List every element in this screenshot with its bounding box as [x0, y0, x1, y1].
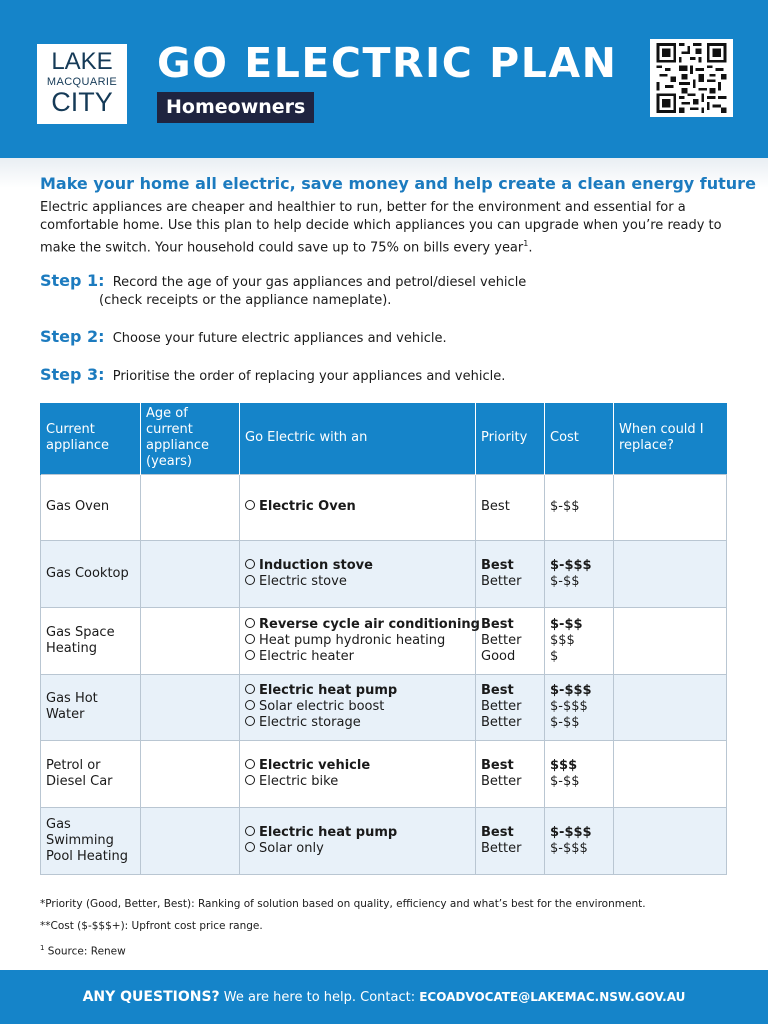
footer-banner — [0, 970, 768, 1024]
cell-electric-options — [240, 741, 476, 808]
cost-value: $-$$$ — [550, 840, 588, 856]
source-note — [40, 937, 646, 963]
option-radio[interactable]: Electric Oven — [245, 499, 470, 515]
priority-value: Better — [481, 632, 522, 648]
cell-when-replace-input[interactable] — [614, 741, 727, 808]
cost-value: $-$$$ — [550, 824, 592, 840]
option-radio[interactable]: Electric stove — [245, 574, 470, 590]
step-1 — [40, 272, 526, 310]
option-radio[interactable]: Reverse cycle air conditioning — [245, 617, 470, 633]
cost-note: **Cost ($-$$$+): Upfront cost price range. — [40, 920, 263, 932]
cell-current-appliance: Gas Swimming Pool Heating — [41, 807, 141, 874]
intro-paragraph — [40, 199, 730, 257]
cell-when-replace-input[interactable] — [614, 541, 727, 608]
cell-priority — [476, 741, 545, 808]
cost-value: $-$$ — [550, 774, 580, 790]
table-row — [41, 741, 727, 808]
cell-when-replace-input[interactable] — [614, 474, 727, 541]
step-2 — [40, 328, 447, 348]
source-text: Source: Renew — [44, 945, 126, 958]
option-radio[interactable]: Solar electric boost — [245, 699, 470, 715]
table-row — [41, 474, 727, 541]
cost-value: $-$$$ — [550, 683, 592, 699]
cost-value: $$$ — [550, 632, 575, 648]
option-radio[interactable]: Heat pump hydronic heating — [245, 633, 470, 649]
cell-cost — [545, 741, 614, 808]
table-row — [41, 807, 727, 874]
step-label: Step 3: — [40, 365, 105, 384]
option-radio[interactable]: Electric heater — [245, 649, 470, 665]
column-header-current-appliance: Current appliance — [41, 403, 141, 474]
audience-badge: Homeowners — [157, 92, 314, 123]
cell-cost — [545, 807, 614, 874]
intro-body: Electric appliances are cheaper and healthier to run, better for the environment and essential for a comfortable home. Use this plan to help decide which appliances you can upgrade when you’re ready to make the switch. Your household could save up to 75% on bills every year — [40, 200, 722, 256]
step-text: Record the age of your gas appliances and petrol/diesel vehicle — [112, 275, 527, 290]
step-label: Step 2: — [40, 327, 105, 346]
step-text: Prioritise the order of replacing your appliances and vehicle. — [112, 369, 506, 384]
priority-value: Best — [481, 758, 514, 774]
priority-value: Better — [481, 699, 522, 715]
footnote-mark: 1 — [523, 239, 529, 248]
step-3 — [40, 366, 505, 386]
cell-electric-options — [240, 607, 480, 674]
logo-line-2: MACQUARIE — [46, 76, 118, 88]
cost-value: $-$$ — [550, 715, 580, 731]
cell-cost — [545, 674, 614, 741]
option-radio[interactable]: Electric storage — [245, 715, 470, 731]
cell-current-appliance: Gas Oven — [41, 474, 141, 541]
table-row — [41, 541, 727, 608]
cell-cost — [545, 607, 614, 674]
cell-cost — [545, 474, 614, 541]
priority-value: Best — [481, 683, 514, 699]
cell-age-input[interactable] — [141, 541, 240, 608]
priority-value: Best — [481, 558, 514, 574]
cell-age-input[interactable] — [141, 474, 240, 541]
cost-value: $ — [550, 648, 559, 664]
footnotes — [40, 893, 646, 963]
step-text: Choose your future electric appliances and vehicle. — [112, 331, 447, 346]
footer-question: ANY QUESTIONS? — [82, 989, 220, 1005]
lake-macquarie-city-logo — [37, 44, 127, 124]
column-header-age: Age of current appliance (years) — [141, 403, 240, 474]
qr-code-graphic — [655, 43, 728, 113]
cell-current-appliance: Gas Cooktop — [41, 541, 141, 608]
source-mark: 1 — [40, 944, 45, 952]
intro-headline: Make your home all electric, save money and help create a clean energy future — [40, 174, 756, 193]
cell-priority — [476, 674, 545, 741]
go-electric-plan-table — [40, 403, 727, 875]
cell-age-input[interactable] — [141, 674, 240, 741]
priority-value: Best — [481, 499, 510, 515]
option-radio[interactable]: Induction stove — [245, 558, 470, 574]
cell-age-input[interactable] — [141, 607, 240, 674]
cost-value: $-$$ — [550, 499, 580, 515]
cost-value: $-$$ — [550, 616, 583, 632]
logo-line-3: CITY — [51, 87, 113, 117]
logo-line-1: LAKE — [51, 48, 113, 75]
option-radio[interactable]: Solar only — [245, 841, 470, 857]
column-header-go-electric: Go Electric with an — [240, 403, 476, 474]
cell-priority — [476, 541, 545, 608]
table-row — [41, 674, 727, 741]
column-header-priority: Priority — [476, 403, 545, 474]
intro-end: . — [528, 240, 533, 256]
option-radio[interactable]: Electric vehicle — [245, 758, 470, 774]
cost-value: $-$$$ — [550, 558, 592, 574]
option-radio[interactable]: Electric heat pump — [245, 683, 470, 699]
step-text-continued: (check receipts or the appliance nameplate). — [99, 293, 392, 308]
table-row — [41, 607, 727, 674]
column-header-when-replace: When could I replace? — [614, 403, 727, 474]
cell-when-replace-input[interactable] — [614, 674, 727, 741]
contact-email-link[interactable]: ECOADVOCATE@LAKEMAC.NSW.GOV.AU — [419, 990, 686, 1004]
cost-value: $$$ — [550, 758, 578, 774]
cell-priority — [476, 607, 545, 674]
cell-current-appliance: Gas Hot Water — [41, 674, 141, 741]
priority-value: Best — [481, 824, 514, 840]
cost-value: $-$$ — [550, 574, 580, 590]
step-label: Step 1: — [40, 271, 105, 290]
priority-value: Best — [481, 616, 514, 632]
cell-electric-options — [240, 474, 476, 541]
table-header-row — [41, 403, 727, 474]
qr-code-icon[interactable] — [650, 39, 733, 117]
priority-note: *Priority (Good, Better, Best): Ranking of solution based on quality, efficiency and what’s best for the environment. — [40, 898, 646, 910]
cell-electric-options — [240, 541, 476, 608]
priority-value: Better — [481, 574, 522, 590]
page-title: GO ELECTRIC PLAN — [157, 39, 618, 87]
option-radio[interactable]: Electric bike — [245, 774, 470, 790]
footer-text: We are here to help. Contact: — [219, 990, 420, 1005]
cell-priority — [476, 807, 545, 874]
cell-age-input[interactable] — [141, 741, 240, 808]
option-radio[interactable]: Electric heat pump — [245, 825, 470, 841]
cell-electric-options — [240, 674, 476, 741]
priority-value: Better — [481, 840, 522, 856]
cell-age-input[interactable] — [141, 807, 240, 874]
priority-value: Better — [481, 774, 522, 790]
cell-current-appliance: Gas Space Heating — [41, 607, 141, 674]
priority-value: Good — [481, 648, 516, 664]
cell-when-replace-input[interactable] — [614, 607, 727, 674]
cell-cost — [545, 541, 614, 608]
cell-priority — [476, 474, 545, 541]
cost-value: $-$$$ — [550, 699, 588, 715]
header-banner — [0, 0, 768, 158]
column-header-cost: Cost — [545, 403, 614, 474]
cell-electric-options — [240, 807, 476, 874]
cell-when-replace-input[interactable] — [614, 807, 727, 874]
priority-value: Better — [481, 715, 522, 731]
cell-current-appliance: Petrol or Diesel Car — [41, 741, 141, 808]
